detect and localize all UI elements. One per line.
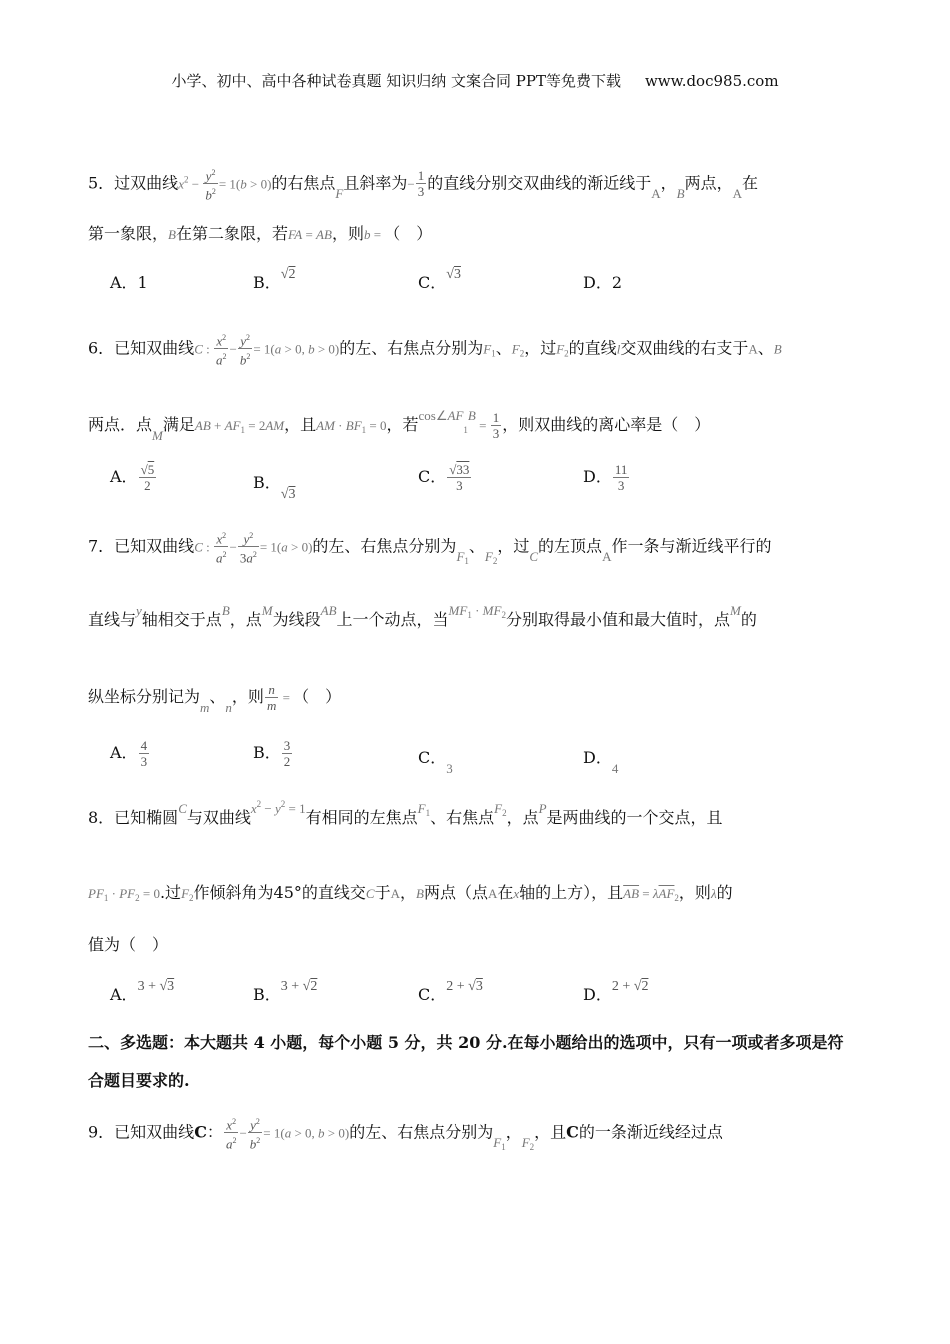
option-5c[interactable]: C．√3 (418, 267, 461, 292)
question-7-line-2: 直线与$^y$轴相交于点$^B$，点$^M$为线段$^{AB}$上一个动点，当$^{MF1}$ · $^{MF2}$分别取得最小值和最大值时，点$^M$的 (88, 603, 757, 629)
header-text: 小学、初中、高中各种试卷真题 知识归纳 文案合同 PPT等免费下载 (171, 72, 621, 90)
option-5a[interactable]: A．1 (110, 273, 148, 292)
question-5-line-1: 5．过双曲线$x^2$ − $\frac{y^2}{b^2}$ = 1(b > 0)的右焦点$_F$且斜率为− $\frac{1}{3}$ 的直线分别交双曲线的渐近线于$_A$，$_B$两点，$_A$在 (88, 165, 758, 203)
option-7a[interactable]: A． $\frac{4}{3}$ (110, 738, 148, 769)
question-8-line-3: 值为（ ） (88, 935, 169, 954)
option-8b[interactable]: B．3 + √2 (253, 979, 318, 1004)
option-7d[interactable]: D．$_4$ (583, 748, 619, 776)
question-7-line-1: 7．已知双曲线C : $\frac{x^2}{a^2}$ − $\frac{y^2}{3a^2}$ = 1(a > 0)的左、右焦点分别为$_{F1}$、$_{F2}$，过$_C$的左顶点$_A$作一条与渐近线平行的 (88, 528, 771, 566)
question-7-line-3: 纵坐标分别记为$_m$、$_n$，则 $\frac{n}{m}$ = （ ） (88, 682, 342, 715)
option-6d[interactable]: D． $\frac{11}{3}$ (583, 462, 628, 493)
question-6-line-1: 6．已知双曲线C : $\frac{x^2}{a^2}$ − $\frac{y^2}{b^2}$ = 1(a > 0, b > 0)的左、右焦点分别为$F_1$、$F_2$，过$F_2$的直线l交双曲线的右支于A、B (88, 330, 782, 368)
question-9-line-1: 9．已知双曲线C： $\frac{x^2}{a^2}$ − $\frac{y^2}{b^2}$ = 1(a > 0, b > 0)的左、右焦点分别为$_{F1}$，$_{F2}$，且C的一条渐近线经过点 (88, 1114, 723, 1152)
option-8a[interactable]: A．3 + √3 (110, 979, 175, 1004)
option-8d[interactable]: D．2 + √2 (583, 979, 649, 1004)
question-5-line-2: 第一象限，B在第二象限，若FA = AB，则b = （ ） (88, 224, 433, 243)
option-6a[interactable]: A． $\frac{√5}{2}$ (110, 462, 155, 493)
option-7c[interactable]: C．$_3$ (418, 748, 453, 776)
option-5d[interactable]: D．2 (583, 273, 623, 292)
page-header (0, 70, 950, 91)
math-fraction: $\frac{1}{3}$ (417, 168, 425, 200)
section-2-heading-cont: 合题目要求的. (88, 1071, 190, 1090)
question-8-line-2: $PF_1 \cdot PF_2 = 0$.过$F_2$作倾斜角为45°的直线交C于A，B两点（点A在x轴的上方），且$\overline{AB} = \lambda\overline{AF}_2$，则λ的 (88, 883, 733, 903)
math: x (178, 176, 184, 192)
option-8c[interactable]: C．2 + √3 (418, 979, 483, 1004)
header-url[interactable]: www.doc985.com (644, 72, 779, 90)
question-6-line-2: 两点．点$_M$满足AB + $AF_1 = 2AM$，且AM · $BF_1 = 0$，若$^{cos\angle AF}_1^B$ = $\frac{1}{3}$ ，则双曲线的离心率是（ ） (88, 408, 711, 443)
option-7b[interactable]: B． $\frac{3}{2}$ (253, 738, 291, 769)
math-fraction: $\frac{y^2}{b^2}$ (203, 165, 218, 203)
option-6b[interactable]: B．√3 (253, 473, 296, 502)
question-8-line-1: 8．已知椭圆$^C$与双曲线$^{x2}$ − $^{y2}$ $^{= 1}$有相同的左焦点$^{F1}$、右焦点$^{F2}$，点$^P$是两曲线的一个交点，且 (88, 799, 723, 827)
section-2-heading: 二、多选题：本大题共 4 小题，每个小题 5 分，共 20 分.在每小题给出的选项中，只有一项或者多项是符 (88, 1033, 844, 1052)
option-5b[interactable]: B．√2 (253, 267, 296, 292)
option-6c[interactable]: C． $\frac{√33}{3}$ (418, 462, 470, 493)
